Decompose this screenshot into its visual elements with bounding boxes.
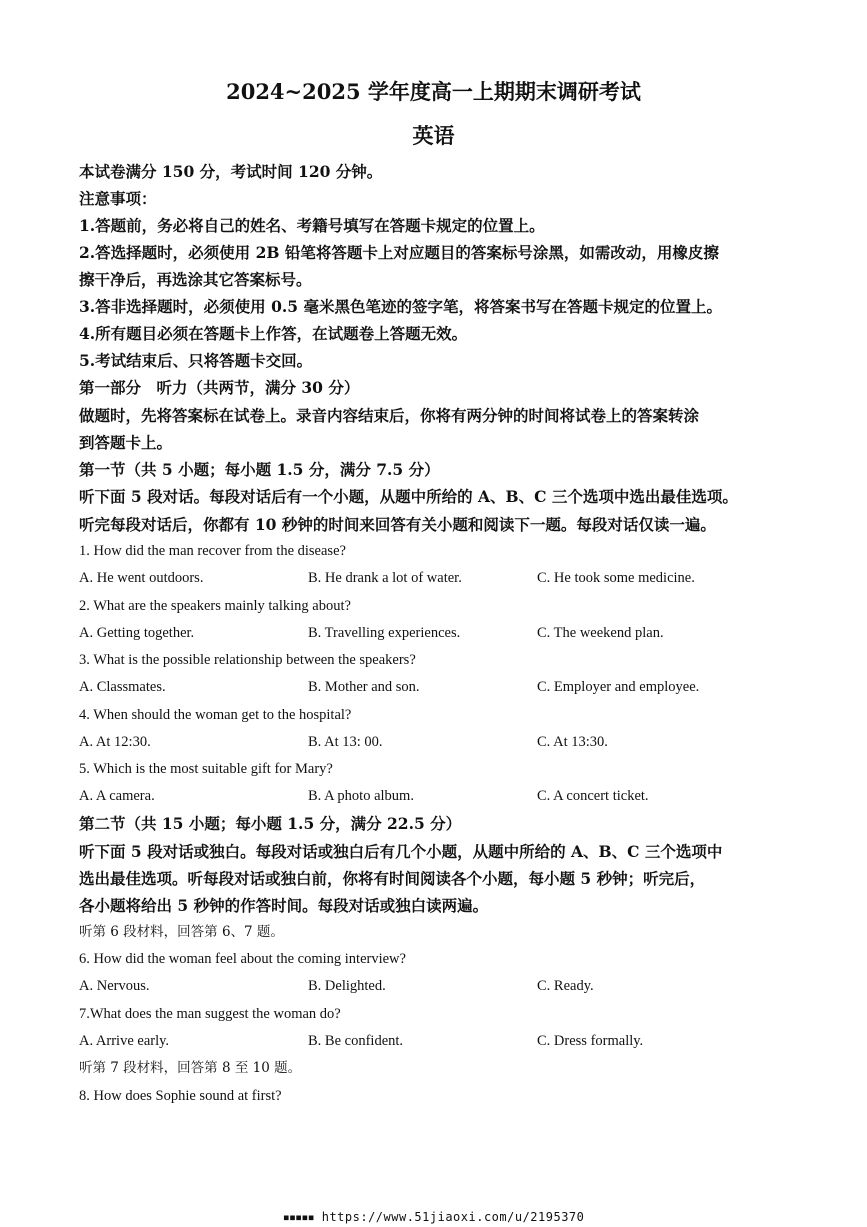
question-6-option-c: C. Ready. (537, 978, 594, 994)
notes-title: 注意事项： (79, 189, 157, 208)
question-2: 2. What are the speakers mainly talking about? (79, 598, 351, 614)
question-7-option-a: A. Arrive early. (79, 1033, 170, 1049)
question-4-option-a: A. At 12:30. (79, 734, 151, 750)
section2-desc-line-1: 听下面 5 段对话或独白。每段对话或独白后有几个小题，从题中所给的 A、B、C 三个选项中 (79, 842, 723, 861)
note-4: 4.所有题目必须在答题卡上作答，在试题卷上答题无效。 (79, 324, 468, 343)
part1-desc-line-1: 做题时，先将答案标在试卷上。录音内容结束后，你将有两分钟的时间将试卷上的答案转涂 (79, 406, 700, 425)
question-1-option-c: C. He took some medicine. (537, 570, 695, 586)
question-5-option-c: C. A concert ticket. (537, 788, 649, 804)
section2-desc-line-3: 各小题将给出 5 秒钟的作答时间。每段对话或独白读两遍。 (79, 896, 489, 915)
question-3-option-a: A. Classmates. (79, 679, 166, 695)
question-3: 3. What is the possible relationship between the speakers? (79, 652, 416, 668)
question-5: 5. Which is the most suitable gift for Mary? (79, 761, 333, 777)
footer-dots: ▪▪▪▪▪ (282, 1210, 314, 1224)
question-4-option-c: C. At 13:30. (537, 734, 608, 750)
subject-title: 英语 (412, 123, 455, 148)
question-3-option-b: B. Mother and son. (308, 679, 420, 695)
note-1: 1.答题前，务必将自己的姓名、考籍号填写在答题卡规定的位置上。 (79, 216, 545, 235)
question-7-option-b: B. Be confident. (308, 1033, 404, 1049)
question-8: 8. How does Sophie sound at first? (79, 1088, 282, 1104)
question-7: 7.What does the man suggest the woman do? (79, 1006, 341, 1022)
note-5: 5.考试结束后、只将答题卡交回。 (79, 351, 313, 370)
note-2-line-1: 2.答选择题时，必须使用 2B 铅笔将答题卡上对应题目的答案标号涂黑，如需改动，用橡皮擦 (79, 243, 719, 262)
question-7-option-c: C. Dress formally. (537, 1033, 644, 1049)
question-4-option-b: B. At 13: 00. (308, 734, 383, 750)
question-5-option-b: B. A photo album. (308, 788, 414, 804)
footer-url-link[interactable]: https://www.51jiaoxi.com/u/2195370 (321, 1210, 585, 1224)
question-2-option-b: B. Travelling experiences. (308, 625, 461, 641)
footer-watermark (0, 1210, 867, 1224)
question-6: 6. How did the woman feel about the coming interview? (79, 951, 406, 967)
material-7-note: 听第 7 段材料，回答第 8 至 10 题。 (79, 1060, 302, 1076)
question-2-option-c: C. The weekend plan. (537, 625, 664, 641)
exam-title: 2024~2025 学年度高一上期期末调研考试 (226, 79, 641, 104)
question-6-option-a: A. Nervous. (79, 978, 150, 994)
question-1-option-a: A. He went outdoors. (79, 570, 204, 586)
material-6-note: 听第 6 段材料，回答第 6、7 题。 (79, 924, 284, 940)
question-1-option-b: B. He drank a lot of water. (308, 570, 462, 586)
exam-info: 本试卷满分 150 分，考试时间 120 分钟。 (79, 162, 383, 181)
question-3-option-c: C. Employer and employee. (537, 679, 700, 695)
note-3: 3.答非选择题时，必须使用 0.5 毫米黑色笔迹的签字笔，将答案书写在答题卡规定的位置上。 (79, 297, 722, 316)
note-2-line-2: 擦干净后，再选涂其它答案标号。 (79, 270, 312, 289)
section1-desc-line-1: 听下面 5 段对话。每段对话后有一个小题，从题中所给的 A、B、C 三个选项中选出最佳选项。 (79, 487, 738, 506)
part1-title: 第一部分 听力（共两节，满分 30 分） (79, 378, 360, 397)
question-1: 1. How did the man recover from the disease? (79, 543, 346, 559)
part1-desc-line-2: 到答题卡上。 (79, 433, 173, 452)
section1-desc-line-2: 听完每段对话后，你都有 10 秒钟的时间来回答有关小题和阅读下一题。每段对话仅读一遍。 (79, 515, 716, 534)
question-6-option-b: B. Delighted. (308, 978, 386, 994)
question-2-option-a: A. Getting together. (79, 625, 195, 641)
section2-desc-line-2: 选出最佳选项。听每段对话或独白前，你将有时间阅读各个小题，每小题 5 秒钟；听完后， (79, 869, 706, 888)
question-5-option-a: A. A camera. (79, 788, 155, 804)
section2-title: 第二节（共 15 小题；每小题 1.5 分，满分 22.5 分） (79, 814, 462, 833)
section1-title: 第一节（共 5 小题；每小题 1.5 分，满分 7.5 分） (79, 460, 440, 479)
question-4: 4. When should the woman get to the hospital? (79, 707, 352, 723)
